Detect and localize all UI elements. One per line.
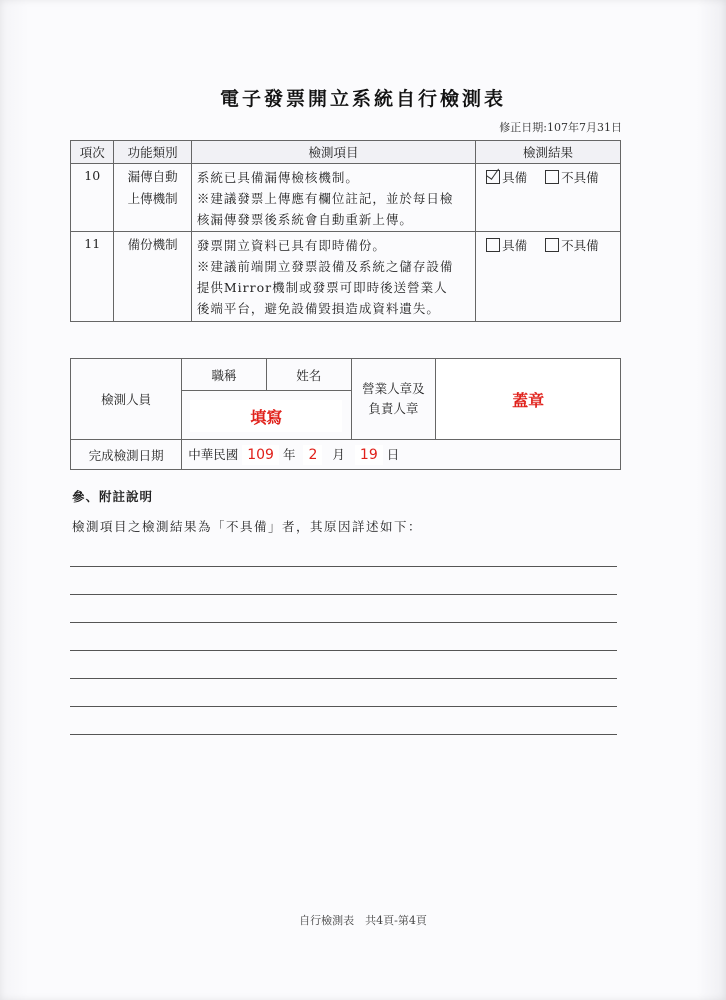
- writing-line[interactable]: [70, 566, 617, 567]
- year-unit: 年: [282, 446, 296, 462]
- title-label: 職稱: [182, 359, 267, 391]
- row-no: 10: [71, 164, 114, 232]
- option-no-label: 不具備: [561, 238, 599, 253]
- row-no: 11: [71, 232, 114, 322]
- option-yes[interactable]: [486, 238, 527, 253]
- seal-cell[interactable]: [436, 359, 621, 440]
- seal-label: [351, 359, 436, 440]
- day-unit: 日: [386, 446, 400, 462]
- month-field[interactable]: 2: [303, 445, 322, 465]
- category-line: 備份機制: [127, 237, 178, 252]
- checkbox-icon[interactable]: [486, 238, 500, 252]
- row-category: [114, 232, 191, 322]
- row-category: [114, 164, 191, 232]
- item-line: 後端平台，避免設備毀損造成資料遺失。: [196, 301, 440, 316]
- header-no: 項次: [71, 141, 114, 164]
- seal-label-line: 營業人章及: [362, 381, 425, 396]
- category-line: 上傳機制: [127, 191, 178, 206]
- option-yes[interactable]: [486, 170, 527, 185]
- item-line: 發票開立資料已具有即時備份。: [196, 238, 386, 253]
- notes-instruction: 檢測項目之檢測結果為「不具備」者，其原因詳述如下：: [72, 519, 423, 534]
- writing-line[interactable]: [70, 650, 617, 651]
- day-field[interactable]: 19: [355, 445, 383, 465]
- option-no[interactable]: [545, 238, 599, 253]
- table-row: [71, 232, 621, 322]
- notes-section-title: 參、附註說明: [72, 489, 154, 504]
- revision-date: 修正日期:107年7月31日: [499, 121, 622, 134]
- checkbox-checked-icon[interactable]: [486, 170, 500, 184]
- inspector-table: [70, 358, 621, 470]
- writing-line[interactable]: [70, 706, 617, 707]
- header-result: 檢測結果: [476, 141, 621, 164]
- option-no[interactable]: [545, 170, 599, 185]
- row-item: [191, 164, 475, 232]
- item-line: ※建議前端開立發票設備及系統之儲存設備: [196, 259, 454, 274]
- option-no-label: 不具備: [561, 170, 599, 185]
- page-footer: 自行檢測表 共4頁-第4頁: [299, 914, 427, 927]
- document-title: 電子發票開立系統自行檢測表: [219, 88, 506, 110]
- writing-line[interactable]: [70, 622, 617, 623]
- header-category: 功能類別: [114, 141, 191, 164]
- writing-line[interactable]: [70, 594, 617, 595]
- table-row: [71, 164, 621, 232]
- checkbox-icon[interactable]: [545, 238, 559, 252]
- fill-cell[interactable]: [182, 391, 351, 440]
- item-line: 提供Mirror機制或發票可即時後送營業人: [196, 280, 448, 295]
- category-line: 漏傳自動: [127, 169, 178, 184]
- option-yes-label: 具備: [502, 170, 528, 185]
- inspector-label: 檢測人員: [71, 359, 182, 440]
- month-unit: 月: [332, 446, 345, 462]
- year-field[interactable]: 109: [242, 445, 279, 465]
- checkbox-icon[interactable]: [545, 170, 559, 184]
- row-result: [476, 164, 621, 232]
- seal-text: 蓋章: [436, 359, 620, 439]
- item-line: ※建議發票上傳應有欄位註記，並於每日檢: [196, 191, 454, 206]
- seal-label-line: 負責人章: [368, 401, 419, 416]
- date-label: 完成檢測日期: [71, 440, 182, 470]
- header-item: 檢測項目: [191, 141, 475, 164]
- option-yes-label: 具備: [502, 238, 528, 253]
- era-label: 中華民國: [188, 446, 239, 462]
- date-value: [182, 440, 621, 470]
- row-result: [476, 232, 621, 322]
- fill-text: 填寫: [190, 400, 342, 432]
- item-line: 系統已具備漏傳檢核機制。: [196, 170, 359, 185]
- writing-line[interactable]: [70, 734, 617, 735]
- name-label: 姓名: [266, 359, 351, 391]
- row-item: [191, 232, 475, 322]
- item-line: 核漏傳發票後系統會自動重新上傳。: [196, 212, 413, 227]
- writing-line[interactable]: [70, 678, 617, 679]
- check-table: [70, 140, 621, 322]
